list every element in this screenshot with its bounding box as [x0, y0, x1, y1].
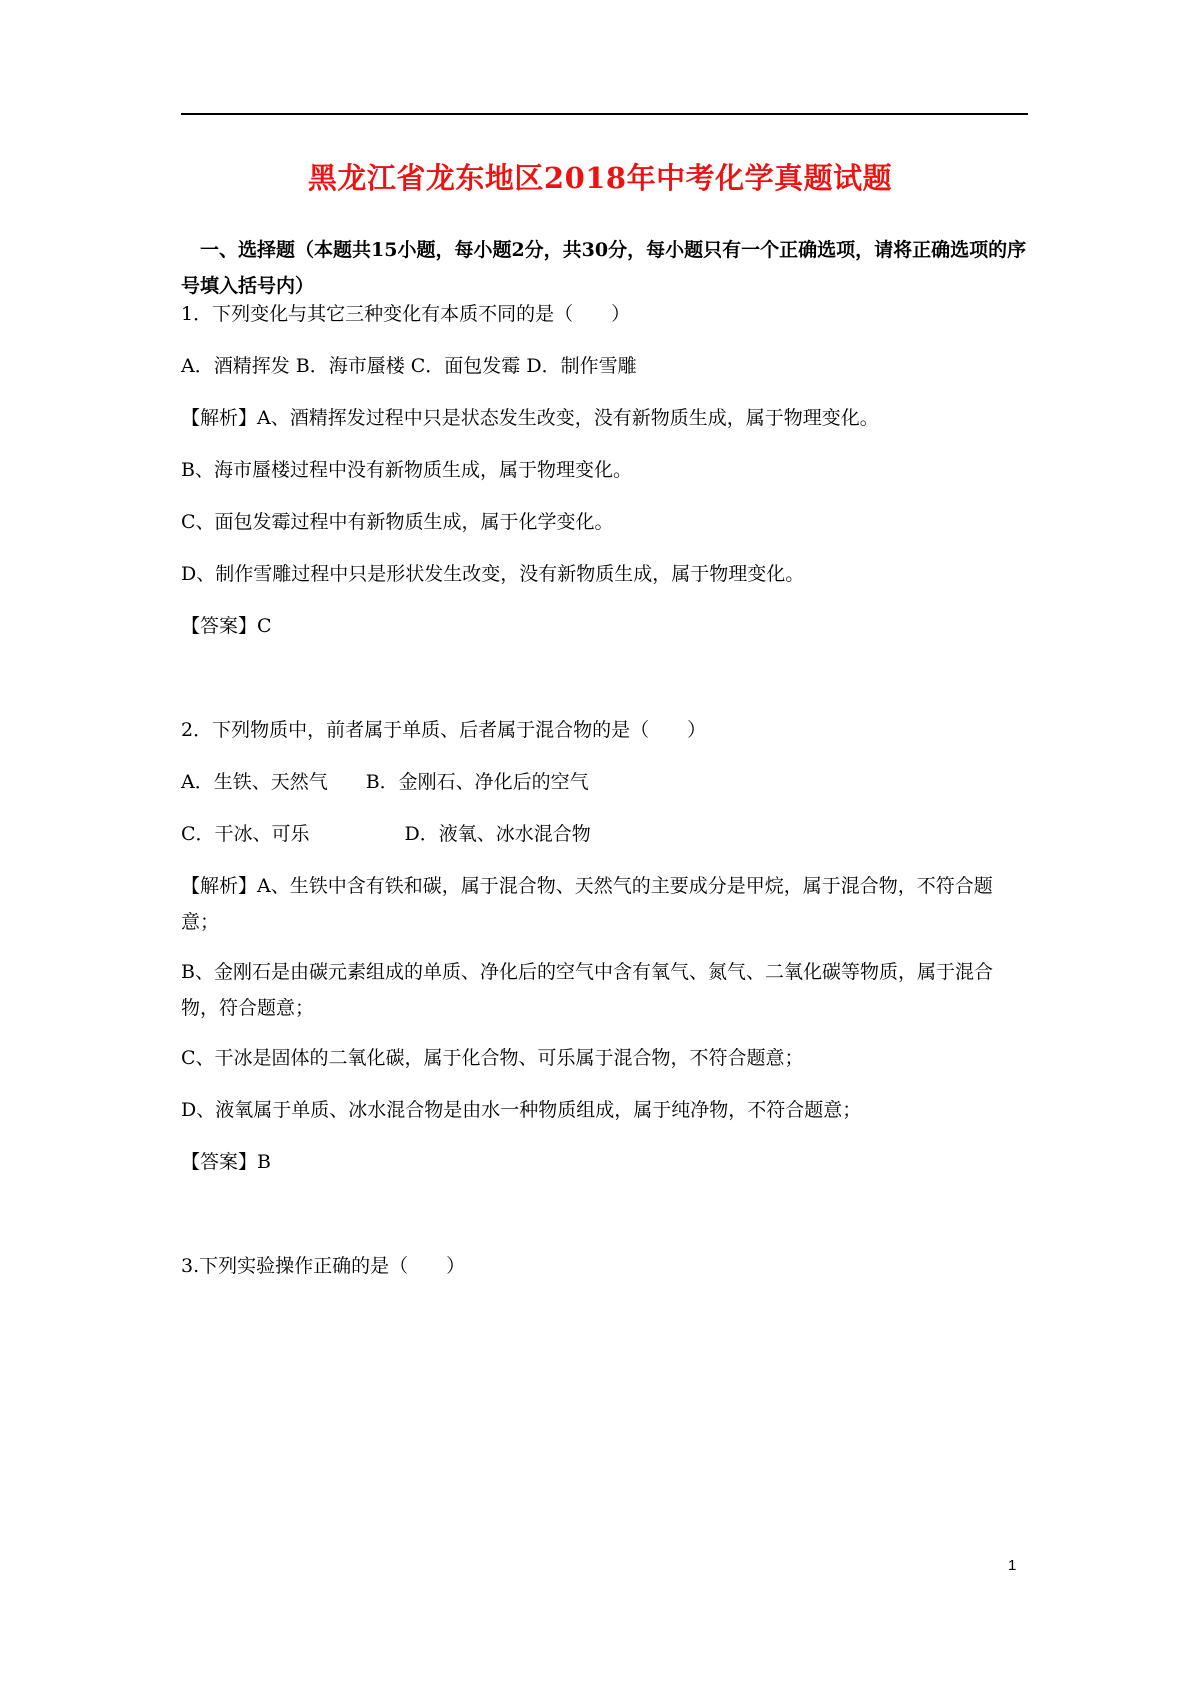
question-1-analysis-b: B、海市蜃楼过程中没有新物质生成，属于物理变化。 — [181, 459, 632, 481]
question-3-stem: 3.下列实验操作正确的是（ ） — [181, 1255, 466, 1277]
question-1-stem: 1．下列变化与其它三种变化有本质不同的是（ ） — [181, 303, 631, 325]
question-1-analysis-a: 【解析】A、酒精挥发过程中只是状态发生改变，没有新物质生成，属于物理变化。 — [181, 407, 879, 429]
question-2-analysis-b: B、金刚石是由碳元素组成的单质、净化后的空气中含有氧气、氮气、二氧化碳等物质，属于混合物，符合题意； — [181, 961, 993, 1019]
question-1-options: A．酒精挥发 B．海市蜃楼 C．面包发霉 D．制作雪雕 — [181, 355, 637, 377]
question-1-analysis-d: D、制作雪雕过程中只是形状发生改变，没有新物质生成，属于物理变化。 — [181, 563, 805, 585]
question-2-analysis-c: C、干冰是固体的二氧化碳，属于化合物、可乐属于混合物，不符合题意； — [181, 1047, 804, 1069]
question-2-options-row-1: A．生铁、天然气 B．金刚石、净化后的空气 — [181, 771, 589, 793]
header-rule — [181, 113, 1028, 115]
question-1-answer: 【答案】C — [181, 615, 272, 637]
question-2-answer: 【答案】B — [181, 1151, 271, 1173]
question-1-analysis-c: C、面包发霉过程中有新物质生成，属于化学变化。 — [181, 511, 614, 533]
question-2-analysis-a: 【解析】A、生铁中含有铁和碳，属于混合物、天然气的主要成分是甲烷，属于混合物，不符合题意； — [181, 875, 993, 933]
document-title: 黑龙江省龙东地区2018年中考化学真题试题 — [307, 161, 893, 195]
question-2-stem: 2．下列物质中，前者属于单质、后者属于混合物的是（ ） — [181, 719, 707, 741]
question-2-options-row-2: C．干冰、可乐 D．液氧、冰水混合物 — [181, 823, 591, 845]
section-heading: 一、选择题（本题共15小题，每小题2分，共30分，每小题只有一个正确选项，请将正确选项的序号填入括号内） — [181, 239, 1027, 297]
page-number: 1 — [1008, 1557, 1017, 1574]
question-2-analysis-d: D、液氧属于单质、冰水混合物是由水一种物质组成，属于纯净物，不符合题意； — [181, 1099, 862, 1121]
